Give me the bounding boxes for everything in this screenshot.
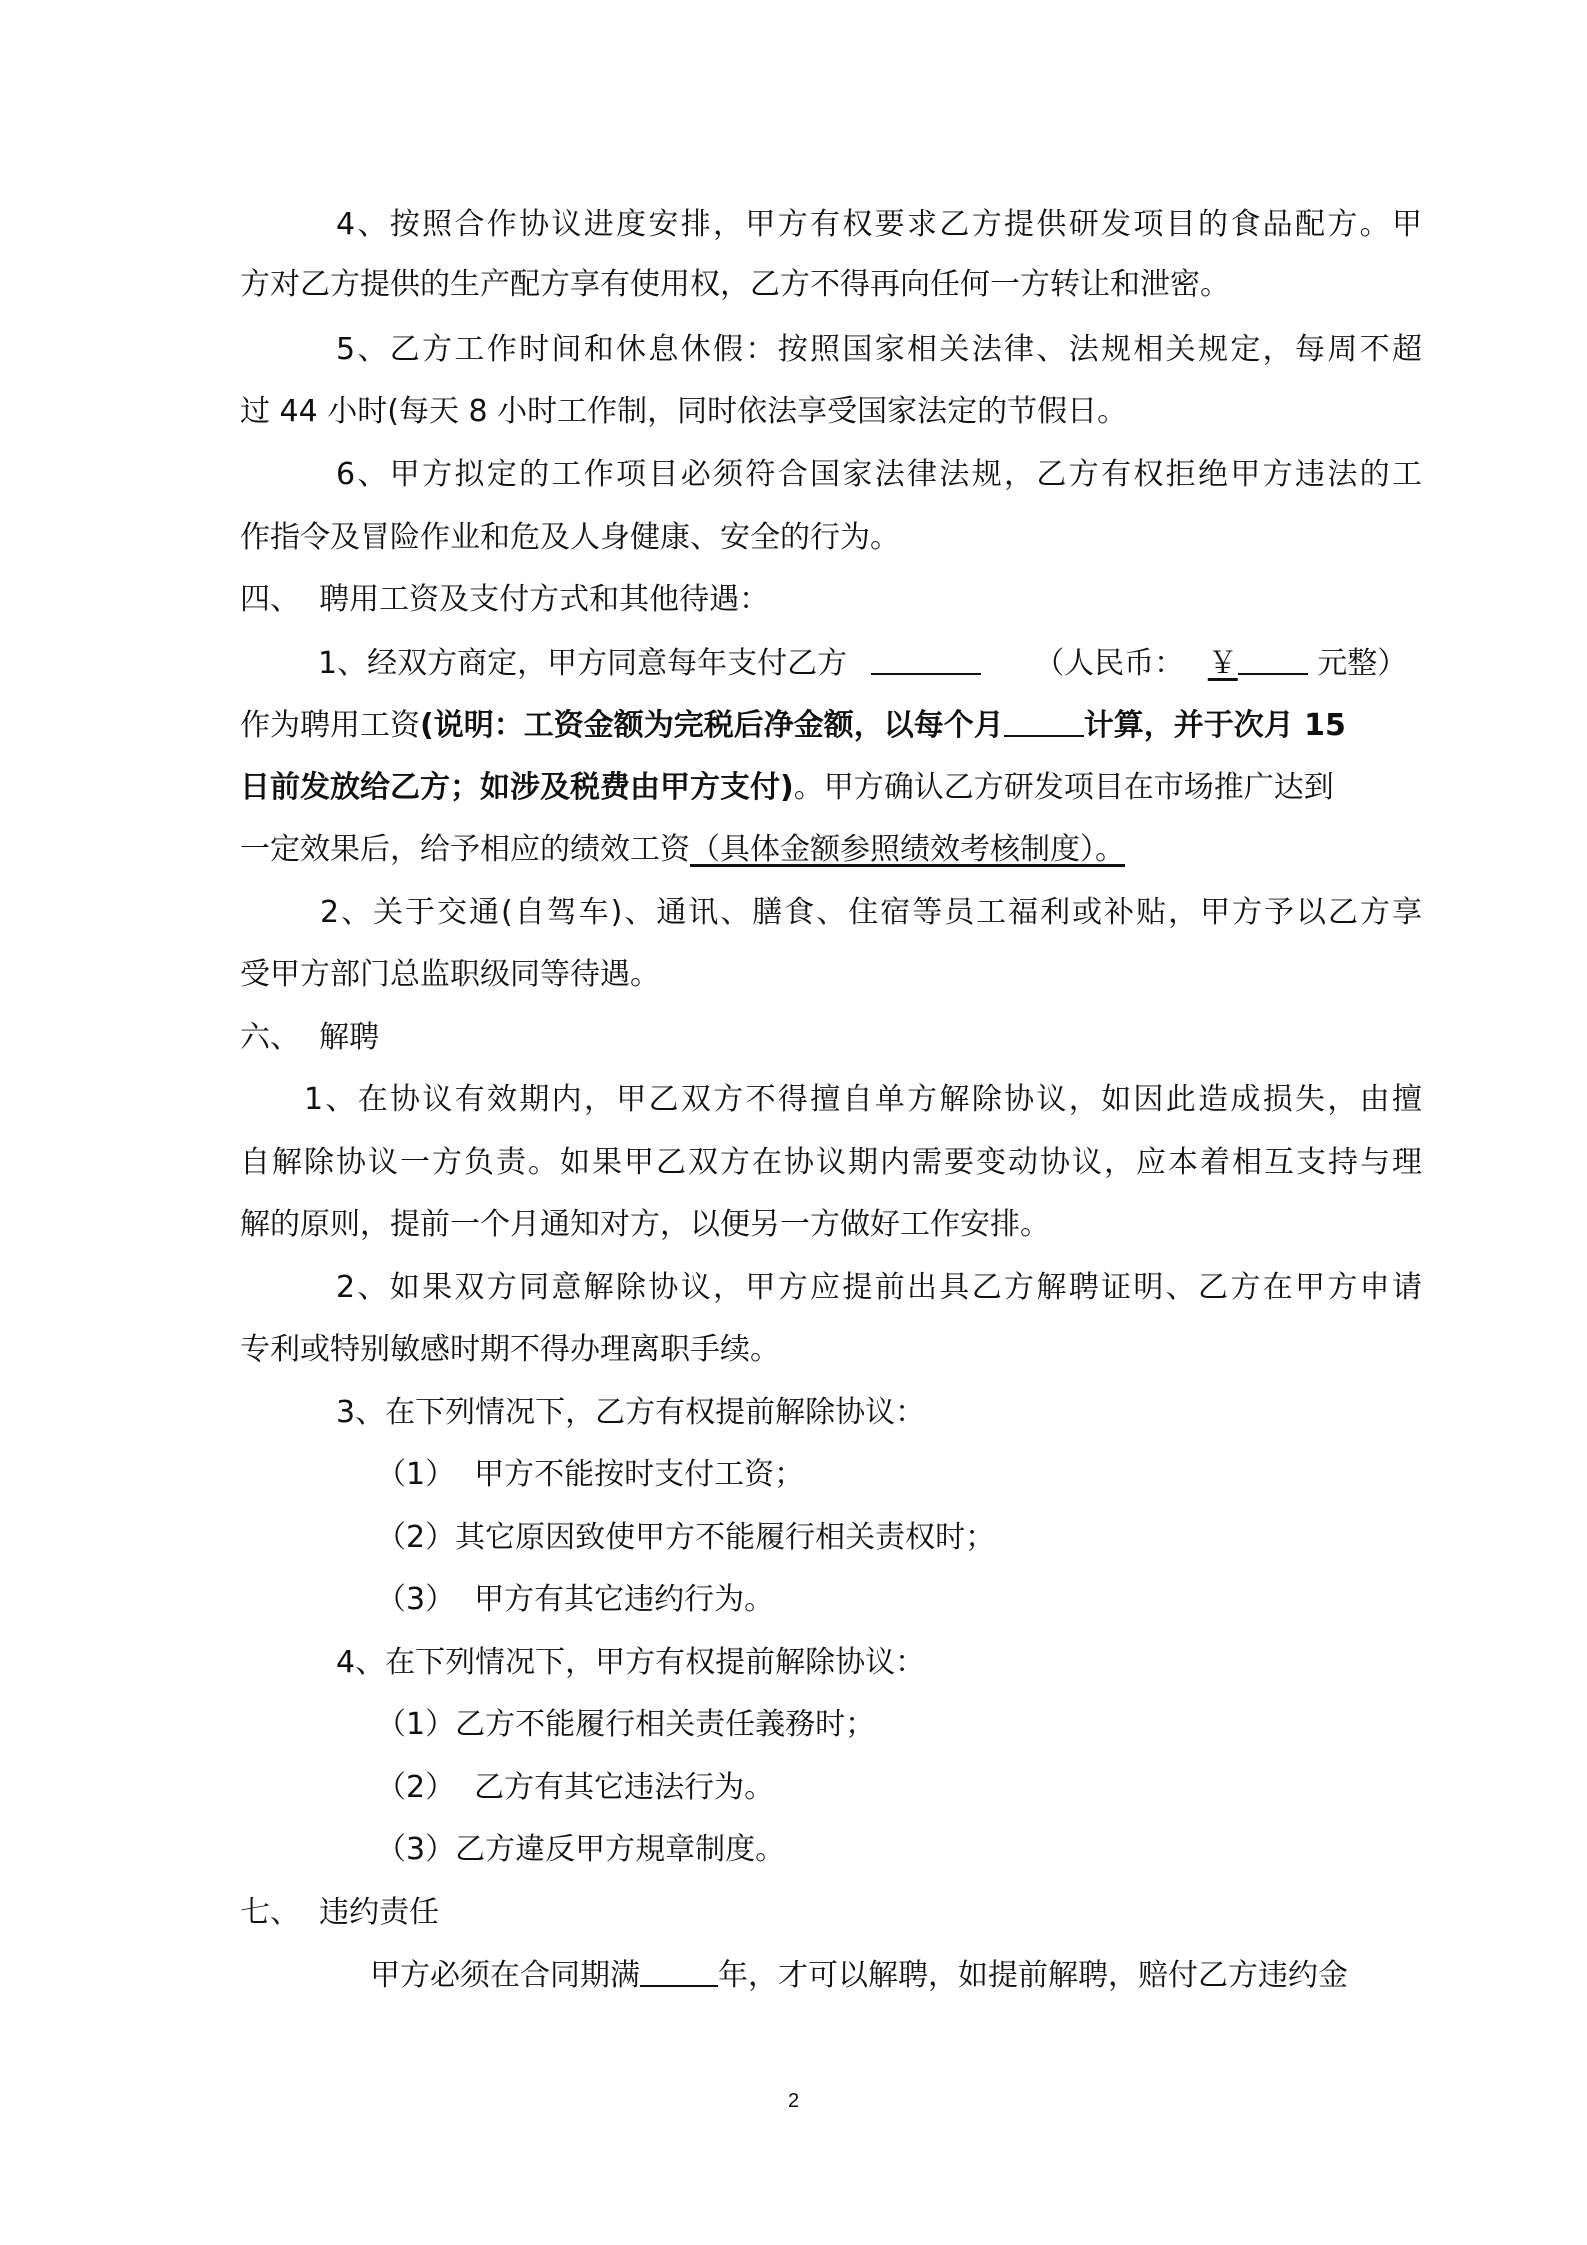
monthly-basis-blank	[1004, 705, 1084, 737]
clause-4-line-1: 4、按照合作协议进度安排，甲方有权要求乙方提供研发项目的食品配方。甲	[336, 207, 1422, 242]
rmb-label: （人民币：	[1034, 646, 1185, 681]
clause-5-line-2: 过 44 小时(每天 8 小时工作制，同时依法享受国家法定的节假日。	[240, 394, 1128, 429]
breach-line-1	[370, 1955, 1348, 1996]
pay-clause-1-line-3	[240, 768, 1334, 808]
dismiss-clause-2-line-2: 专利或特别敏感时期不得办理离职手续。	[240, 1332, 780, 1367]
salary-note: (说明：工资金额为完税后净金额，以每个月	[420, 708, 1004, 743]
clause-5-line-1: 5、乙方工作时间和休息休假：按照国家相关法律、法规相关规定，每周不超	[336, 332, 1422, 367]
yuan-sign: ￥	[1207, 646, 1238, 681]
dismiss-clause-4-title: 4、在下列情况下，甲方有权提前解除协议：	[336, 1645, 926, 1680]
dismiss-clause-3-item: （3） 甲方有其它违约行为。	[376, 1582, 775, 1617]
clause-6-line-2: 作指令及冒险作业和危及人身健康、安全的行为。	[240, 520, 900, 555]
clause-4-line-2: 方对乙方提供的生产配方享有使用权，乙方不得再向任何一方转让和泄密。	[240, 267, 1230, 302]
yuan-whole-label: 元整）	[1317, 646, 1408, 681]
breach-text-a: 甲方必须在合同期满	[370, 1958, 640, 1993]
dismiss-clause-1-line-2: 自解除协议一方负责。如果甲乙双方在协议期内需要变动协议，应本着相互支持与理	[240, 1145, 1422, 1180]
section-7-heading: 七、 违约责任	[240, 1895, 440, 1930]
dismiss-clause-4-item: （1）乙方不能履行相关责任義務时；	[376, 1707, 876, 1742]
salary-label: 作为聘用工资	[240, 708, 420, 743]
section-4-heading: 四、 聘用工资及支付方式和其他待遇：	[240, 582, 770, 617]
dismiss-clause-3-item: （1） 甲方不能按时支付工资；	[376, 1457, 805, 1492]
pay-clause-1-line-4	[240, 830, 1125, 870]
pay-intro: 1、经双方商定，甲方同意每年支付乙方	[318, 646, 848, 681]
rmb-amount-blank	[1238, 643, 1308, 675]
section-6-heading: 六、 解聘	[240, 1020, 380, 1055]
pay-clause-2-line-2: 受甲方部门总监职级同等待遇。	[240, 957, 660, 992]
pay-clause-1-line-1	[318, 643, 1407, 684]
dismiss-clause-3-item: （2）其它原因致使甲方不能履行相关责权时；	[376, 1520, 996, 1555]
page-number: 2	[787, 2090, 800, 2112]
performance-text: 。甲方确认乙方研发项目在市场推广达到	[793, 770, 1334, 805]
performance-pay-note: （具体金额参照绩效考核制度）。	[690, 832, 1125, 867]
dismiss-clause-1-line-3: 解的原则，提前一个月通知对方，以便另一方做好工作安排。	[240, 1207, 1050, 1242]
dismiss-clause-4-item: （2） 乙方有其它违法行为。	[376, 1770, 775, 1805]
annual-salary-blank	[871, 643, 981, 675]
pay-clause-1-line-2	[240, 705, 1346, 746]
dismiss-clause-1-line-1: 1、在协议有效期内，甲乙双方不得擅自单方解除协议，如因此造成损失，由擅	[304, 1082, 1422, 1117]
performance-pay-text: 一定效果后，给予相应的绩效工资	[240, 832, 690, 867]
salary-note-end: 日前发放给乙方；如涉及税费由甲方支付)	[240, 770, 794, 805]
dismiss-clause-2-line-1: 2、如果双方同意解除协议，甲方应提前出具乙方解聘证明、乙方在甲方申请	[336, 1270, 1422, 1305]
salary-note-cont: 计算，并于次月 15	[1083, 708, 1346, 743]
dismiss-clause-3-title: 3、在下列情况下，乙方有权提前解除协议：	[336, 1395, 926, 1430]
pay-clause-2-line-1: 2、关于交通(自驾车)、通讯、膳食、住宿等员工福利或补贴，甲方予以乙方享	[320, 895, 1422, 930]
breach-text-b: 年，才可以解聘，如提前解聘，赔付乙方违约金	[718, 1958, 1348, 1993]
clause-6-line-1: 6、甲方拟定的工作项目必须符合国家法律法规，乙方有权拒绝甲方违法的工	[336, 457, 1422, 492]
dismiss-clause-4-item: （3）乙方違反甲方規章制度。	[376, 1832, 786, 1867]
contract-years-blank	[640, 1955, 718, 1987]
